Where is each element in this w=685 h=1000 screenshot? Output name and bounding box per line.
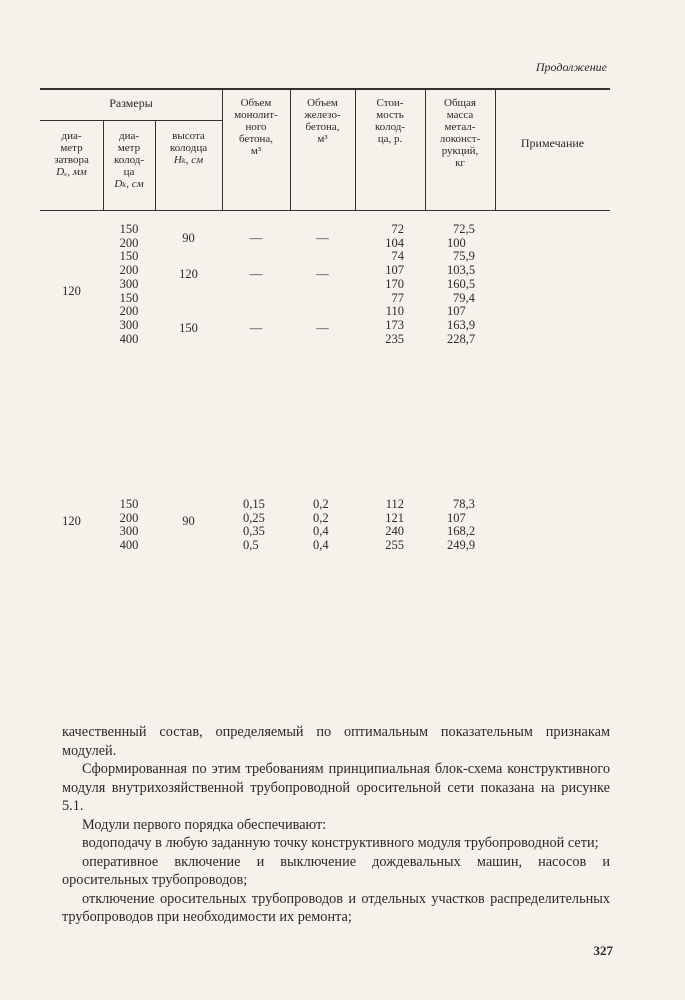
list-item: 0,2: [313, 510, 329, 525]
list-item: 300: [119, 317, 139, 332]
list-item: 110: [385, 304, 404, 319]
header-note: Примечание: [520, 136, 585, 150]
group2-monolithic: [243, 498, 288, 553]
list-item: 400: [119, 331, 139, 346]
body-text: [62, 723, 610, 927]
list-item: 72: [391, 222, 404, 236]
list-item: 0,5: [243, 538, 259, 553]
list-item: 200: [119, 235, 139, 250]
dash: —: [249, 267, 263, 281]
list-item: 0,25: [243, 510, 265, 525]
dash: —: [316, 267, 329, 281]
list-item: 0,15: [243, 497, 265, 511]
list-item: 107: [385, 263, 404, 278]
list-item: 150: [119, 290, 139, 305]
list-item: 107: [447, 510, 466, 525]
list-item: 72,5: [453, 222, 475, 236]
list-item: 103,5: [447, 263, 476, 278]
dash: —: [316, 321, 329, 335]
col-divider: [495, 89, 496, 210]
group1-height-120: 120: [179, 267, 198, 281]
list-item: 74: [391, 249, 404, 264]
list-item: 0,4: [313, 538, 329, 553]
group2-costs: [355, 498, 404, 553]
group1-well-diameters: [103, 223, 155, 346]
paragraph: водоподачу в любую заданную точку конструктивного модуля трубопроводной сети;: [82, 835, 599, 851]
list-item: 200: [119, 510, 139, 525]
table-header-bottom-rule: [40, 210, 610, 211]
group2-reinforced: [313, 498, 353, 553]
group1-height-150: 150: [179, 321, 198, 335]
group-header-sizes: Размеры: [109, 96, 153, 110]
list-item: 235: [385, 331, 404, 346]
header-cost: Стои- мость колод- ца, р.: [374, 97, 406, 145]
list-item: 150: [119, 497, 139, 511]
list-item: 150: [119, 222, 139, 236]
paragraph: оперативное включение и выключение дождевальных машин, насосов и оросительных трубопроводов;: [62, 853, 610, 888]
list-item: 160,5: [447, 276, 476, 291]
list-item: 240: [385, 524, 404, 539]
list-item: 112: [385, 497, 404, 511]
list-item: 200: [119, 263, 139, 278]
list-item: 300: [119, 524, 139, 539]
list-item: 249,9: [447, 538, 476, 553]
header-well-diameter: диа- метр колод- ца Dₖ, см: [113, 130, 145, 190]
list-item: 300: [119, 276, 139, 291]
group2-masses: [428, 498, 490, 553]
list-item: 173: [385, 317, 404, 332]
list-item: 100: [447, 235, 466, 250]
list-item: 170: [385, 276, 404, 291]
list-item: 75,9: [453, 249, 475, 264]
list-item: 104: [385, 235, 404, 250]
header-well-height: высота колодца Hₖ, см: [169, 130, 208, 166]
paragraph: Сформированная по этим требованиям принципиальная блок-схема конструктивного модуля внутрихозяйственной трубопроводной оросительной сети показана на рисунке 5.1.: [62, 761, 610, 814]
group2-gate-diameter: 120: [62, 514, 81, 528]
list-item: 107: [447, 304, 466, 319]
group1-masses: [428, 223, 490, 346]
group1-height-90: 90: [182, 231, 195, 245]
list-item: 0,4: [313, 524, 329, 539]
group1-costs: [355, 223, 404, 346]
table-top-rule: [40, 88, 610, 90]
group1-gate-diameter: 120: [62, 284, 81, 298]
list-item: 150: [119, 249, 139, 264]
list-item: 400: [119, 538, 139, 553]
dash: —: [316, 231, 329, 245]
list-item: 168,2: [447, 524, 476, 539]
list-item: 79,4: [453, 290, 475, 305]
paragraph: отключение оросительных трубопроводов и отдельных участков распределительных трубопроводов при необходимости их ремонта;: [62, 890, 610, 925]
paragraph: качественный состав, определяемый по оптимальным показательным признакам модулей.: [62, 724, 610, 759]
continuation-label: Продолжение: [535, 60, 607, 74]
page-number: 327: [593, 943, 613, 958]
list-item: 228,7: [447, 331, 476, 346]
dash: —: [249, 231, 263, 245]
list-item: 200: [119, 304, 139, 319]
list-item: 121: [385, 510, 404, 525]
list-item: 78,3: [453, 497, 475, 511]
list-item: 255: [385, 538, 404, 553]
paragraph: Модули первого порядка обеспечивают:: [82, 816, 327, 833]
list-item: 0,2: [313, 497, 329, 511]
header-gate-diameter: диа- метр затвора Dₓ, мм: [54, 130, 89, 178]
header-metal-mass: Общая масса метал- локонст- рукций, кг: [439, 97, 481, 169]
list-item: 0,35: [243, 524, 265, 539]
list-item: 77: [391, 290, 404, 305]
list-item: 163,9: [447, 317, 476, 332]
group2-well-diameters: [103, 498, 155, 553]
header-monolithic-concrete: Объем монолит- ного бетона, м³: [234, 97, 278, 157]
group2-height: 90: [182, 514, 195, 528]
dash: —: [249, 321, 263, 335]
header-reinforced-concrete: Объем железо- бетона, м³: [304, 97, 341, 145]
group-header-rule: [40, 120, 222, 121]
